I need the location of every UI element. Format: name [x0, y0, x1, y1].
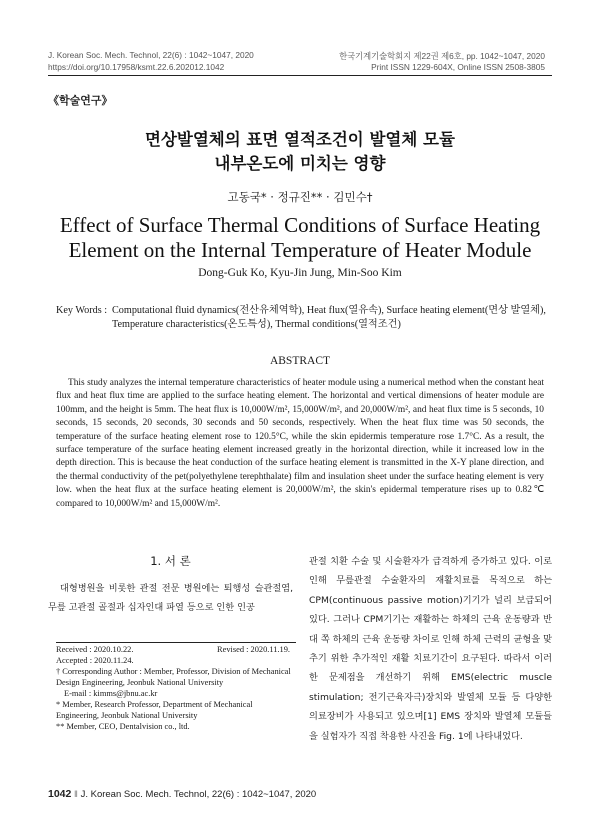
issn-info: Print ISSN 1229-604X, Online ISSN 2508-3805	[371, 62, 545, 72]
footnote-rule	[56, 642, 296, 643]
received-date: Received : 2020.10.22.	[56, 645, 134, 654]
keywords-label: Key Words :	[56, 305, 108, 316]
title-kr-line2: 내부온도에 미치는 영향	[214, 154, 386, 173]
journal-citation: J. Korean Soc. Mech. Technol, 22(6) : 1042~1047, 2020	[48, 50, 254, 60]
abstract-text: This study analyzes the internal temperature characteristics of heater module using a numerical method when the constant heat flux and heat flux time are applied to the surface heating element. The horizontal and vertical dimensions of heater module are 100mm, and the height is 5mm. The heat flux is 10,000W/m², 15,000W/m², and 20,000W/m², and heat flux time is 5 seconds, 10 seconds, 15 seconds, 20 seconds, 30 seconds and 50 seconds, respectively. When the heat flux time was 50 seconds, the temperature of the surface heating element rose to 120.5°C, while the skin epidermis temperature rose 1.7°C. As a result, the surface temperature of the surface heating element increased greatly in the horizontal direction, while it increased low in the depth direction. This is because the heat conduction of the surface heating element is transmitted in the X-Y plane direction, and the thermal conductivity of the pet(polyethylene terephthalate) film and insulation sheet under the surface heating element is very low. when the heat flux at the surface heating element is 20,000W/m², the skin's epidermal temperature rises up to 0.82℃ compared to 10,000W/m² and 15,000W/m².	[56, 378, 544, 509]
article-category: 《학술연구》	[48, 94, 113, 107]
abstract-heading: ABSTRACT	[269, 355, 331, 367]
header-rule	[48, 75, 552, 76]
section-heading-introduction: 1. 서 론	[150, 554, 191, 568]
intro-left-paragraph: 대형병원을 비롯한 관절 전문 병원에는 퇴행성 슬관절염, 무릎 고관절 골절과 십자인대 파열 등으로 인한 인공	[48, 583, 293, 614]
title-kr-line1: 면상발열체의 표면 열적조건이 발열체 모듈	[145, 130, 455, 149]
revised-date: Revised : 2020.11.19.	[217, 645, 290, 654]
page-number: 1042	[48, 788, 72, 800]
authors-kr: 고동국* · 정규진** · 김민수†	[227, 190, 373, 204]
corresponding-author: † Corresponding Author : Member, Professor, Division of Mechanical Design Engineering, Jeonbuk National University	[56, 667, 291, 687]
page-footer	[48, 788, 316, 800]
journal-citation-kr: 한국기계기술학회지 제22권 제6호, pp. 1042~1047, 2020	[339, 51, 545, 61]
doi-link[interactable]: https://doi.org/10.17958/ksmt.22.6.202012.1042	[48, 62, 225, 72]
keywords-text: Computational fluid dynamics(전산유체역학), Heat flux(열유속), Surface heating element(면상 발열체), Temperature characteristics(온도특성), Thermal conditions(열적조건)	[112, 305, 546, 330]
title-en-line1: Effect of Surface Thermal Conditions of Surface Heating	[59, 213, 541, 237]
footer-divider: ‖	[74, 789, 78, 800]
intro-right-paragraph: 관절 치환 수술 및 시술환자가 급격하게 증가하고 있다. 이로 인해 무릎관절 수술환자의 재활치료를 목적으로 하는 CPM(continuous passive motion)기기가 널리 보급되어 있다. 그러나 CPM기기는 재활하는 하체의 근육 운동량과 반대 쪽 하체의 근육 운동량 차이로 인해 하체 근력의 균형을 맞추기 위한 추가적인 재활 치료기간이 요구된다. 따라서 이러한 문제점을 개선하기 위해 EMS(electric muscle stimulation; 전기근육자극)장치와 발열체 모듈 등 다양한 의료장비가 사용되고 있으며[1] EMS 장치와 발열체 모듈들을 실험자가 직접 착용한 사진을 Fig. 1에 나타내었다.	[309, 556, 552, 742]
author-affiliation-1: * Member, Research Professor, Department of Mechanical Engineering, Jeonbuk National University	[56, 700, 253, 720]
footer-citation: J. Korean Soc. Mech. Technol, 22(6) : 1042~1047, 2020	[80, 789, 317, 800]
email-address[interactable]: E-mail : kimms@jbnu.ac.kr	[64, 689, 158, 698]
accepted-date: Accepted : 2020.11.24.	[56, 656, 134, 665]
author-affiliation-2: ** Member, CEO, Dentalvision co., ltd.	[56, 722, 190, 731]
authors-en: Dong-Guk Ko, Kyu-Jin Jung, Min-Soo Kim	[198, 267, 402, 279]
title-en-line2: Element on the Internal Temperature of Heater Module	[68, 238, 532, 262]
